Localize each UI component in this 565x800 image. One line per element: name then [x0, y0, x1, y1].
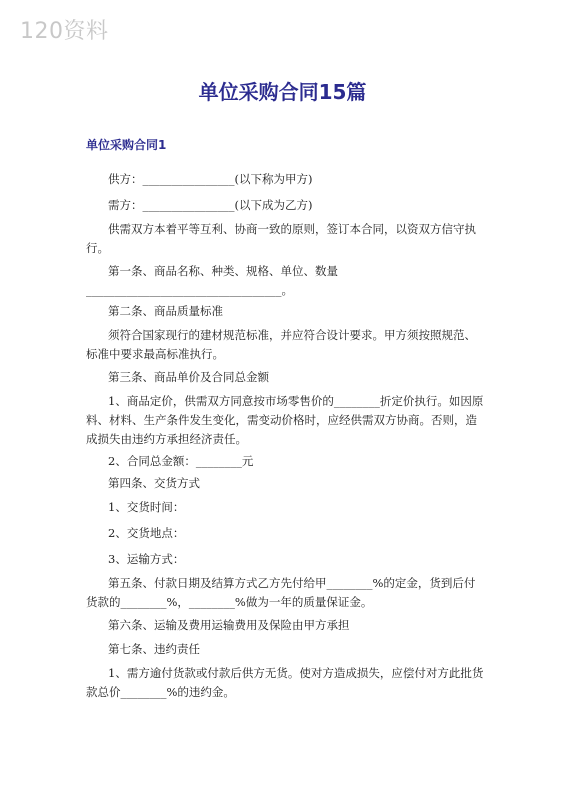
delivery-location-line: 2、交货地点：	[108, 526, 185, 540]
buyer-line: 需方：________________(以下成为乙方)	[108, 198, 313, 212]
article-5-paragraph: 第五条、付款日期及结算方式乙方先付给甲________%的定金，货到后付货款的________%，________%做为一年的质量保证金。	[86, 576, 476, 609]
article-1-paragraph: 第一条、商品名称、种类、规格、单位、数量__________________________________。	[86, 264, 338, 297]
pricing-paragraph: 1、商品定价，供需双方同意按市场零售价的________折定价执行。如因原料、材料、生产条件发生变化，需变动价格时，应经供需双方协商。否则，造成损失由违约方承担经济责任。	[86, 394, 484, 446]
article-6-paragraph: 第六条、运输及费用运输费用及保险由甲方承担	[108, 618, 350, 632]
transport-method-line: 3、运输方式：	[108, 552, 185, 566]
liability-paragraph: 1、需方逾付货款或付款后供方无货。使对方造成损失，应偿付对方此批货款总价________%的违约金。	[86, 666, 484, 699]
article-3-heading: 第三条、商品单价及合同总金额	[108, 370, 269, 384]
supplier-line: 供方：________________(以下称为甲方)	[108, 172, 313, 186]
preamble-paragraph: 供需双方本着平等互利、协商一致的原则，签订本合同，以资双方信守执行。	[86, 222, 476, 255]
article-4-heading: 第四条、交货方式	[108, 476, 200, 490]
delivery-time-line: 1、交货时间：	[108, 500, 185, 514]
article-7-heading: 第七条、违约责任	[108, 642, 200, 656]
document-title: 单位采购合同15篇	[198, 80, 367, 104]
total-amount-line: 2、合同总金额：________元	[108, 454, 254, 468]
quality-standard-paragraph: 须符合国家现行的建材规范标准，并应符合设计要求。甲方须按照规范、标准中要求最高标准执行。	[86, 328, 476, 361]
watermark-logo: 120资料	[20, 19, 109, 44]
article-2-heading: 第二条、商品质量标准	[108, 304, 223, 318]
section-title: 单位采购合同1	[86, 138, 167, 152]
